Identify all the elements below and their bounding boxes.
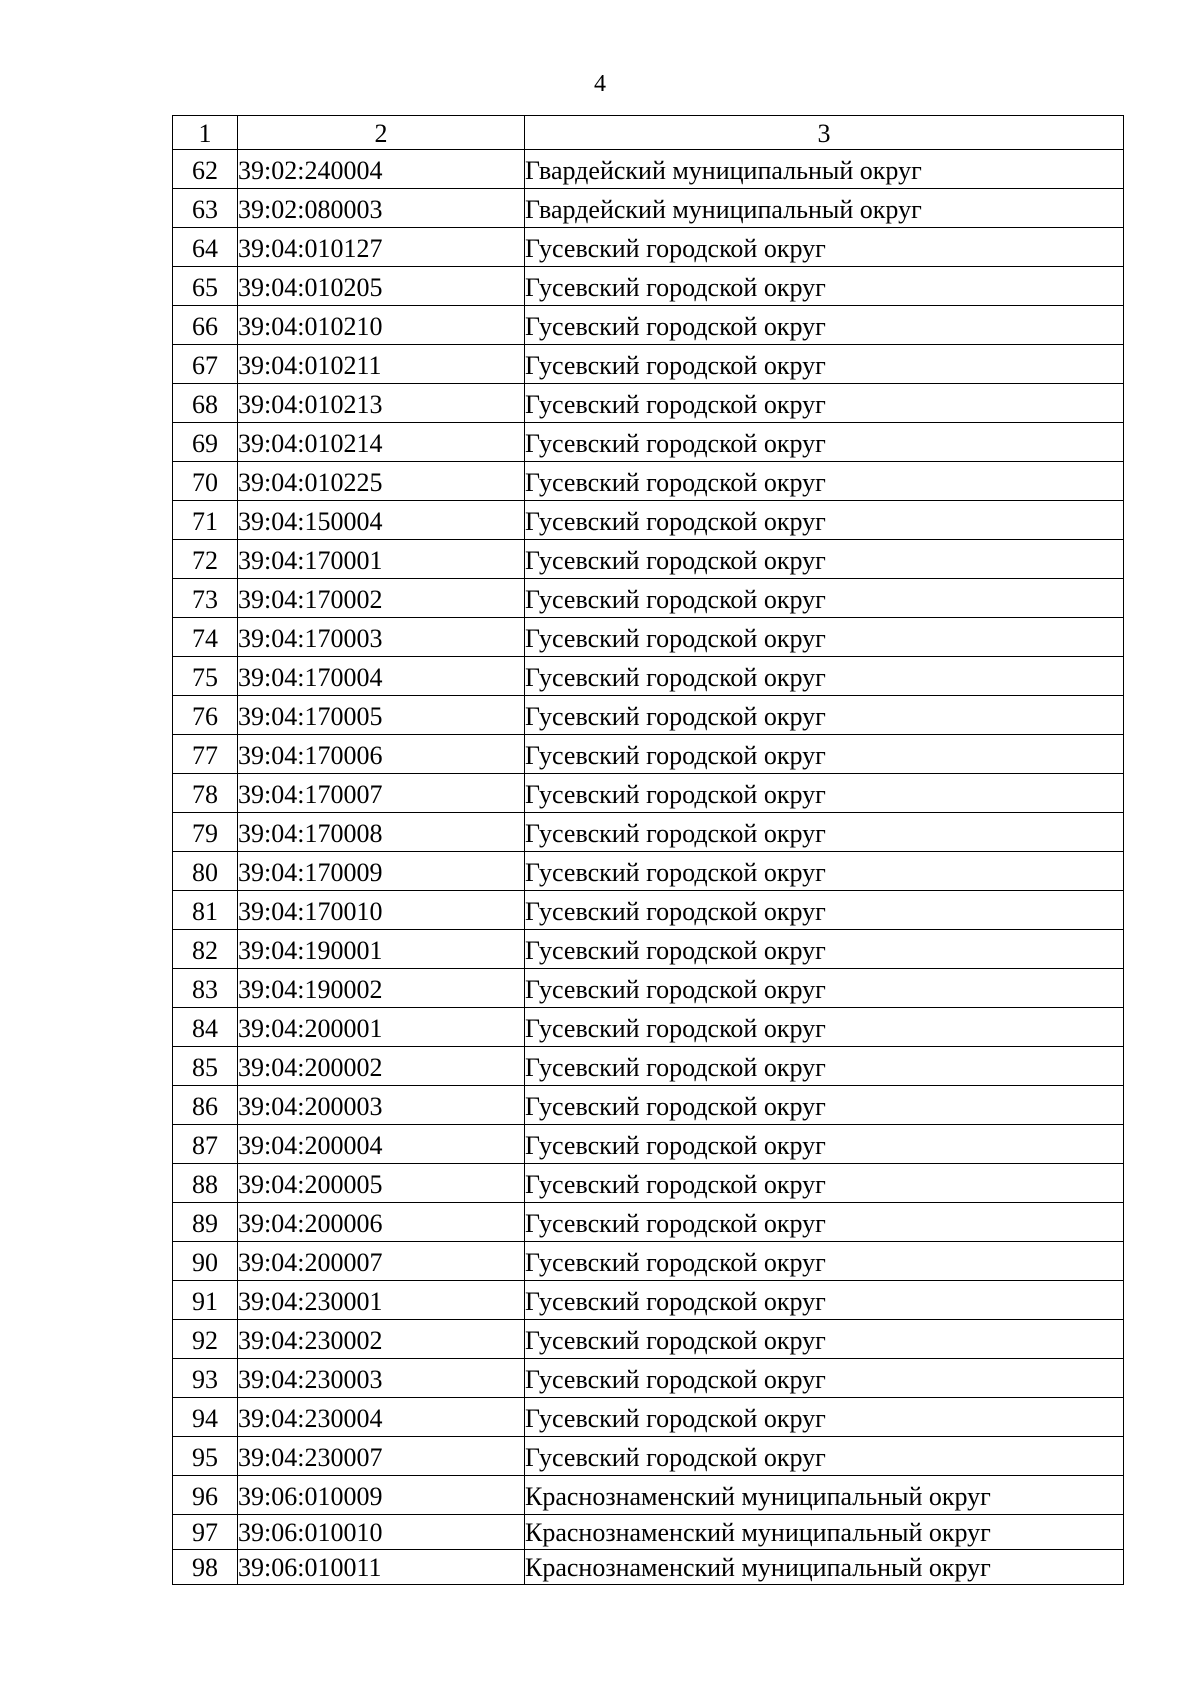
row-number-cell: 96 xyxy=(173,1476,238,1515)
row-number-cell: 68 xyxy=(173,384,238,423)
municipality-cell: Краснознаменский муниципальный округ xyxy=(525,1476,1124,1515)
cadastral-number-cell: 39:04:200005 xyxy=(238,1164,525,1203)
table-row xyxy=(173,306,1124,345)
cadastral-number-cell: 39:04:230007 xyxy=(238,1437,525,1476)
header-col-1: 1 xyxy=(173,116,238,150)
cadastral-number-cell: 39:04:170003 xyxy=(238,618,525,657)
table-header xyxy=(173,116,1124,150)
municipality-cell: Гусевский городской округ xyxy=(525,1359,1124,1398)
table-row xyxy=(173,1242,1124,1281)
cadastral-number-cell: 39:04:190001 xyxy=(238,930,525,969)
municipality-cell: Гусевский городской округ xyxy=(525,696,1124,735)
table-row xyxy=(173,384,1124,423)
table-row xyxy=(173,501,1124,540)
row-number-cell: 84 xyxy=(173,1008,238,1047)
cadastral-number-cell: 39:04:150004 xyxy=(238,501,525,540)
cadastral-number-cell: 39:04:170008 xyxy=(238,813,525,852)
row-number-cell: 90 xyxy=(173,1242,238,1281)
table-row xyxy=(173,1008,1124,1047)
row-number-cell: 73 xyxy=(173,579,238,618)
municipality-cell: Гусевский городской округ xyxy=(525,735,1124,774)
cadastral-number-cell: 39:04:170004 xyxy=(238,657,525,696)
row-number-cell: 67 xyxy=(173,345,238,384)
municipality-cell: Гусевский городской округ xyxy=(525,423,1124,462)
cadastral-number-cell: 39:04:190002 xyxy=(238,969,525,1008)
cadastral-number-cell: 39:02:080003 xyxy=(238,189,525,228)
cadastral-number-cell: 39:04:200001 xyxy=(238,1008,525,1047)
table-row xyxy=(173,969,1124,1008)
page-number: 4 xyxy=(594,71,606,97)
table-row xyxy=(173,345,1124,384)
row-number-cell: 80 xyxy=(173,852,238,891)
cadastral-number-cell: 39:04:200004 xyxy=(238,1125,525,1164)
table-row xyxy=(173,267,1124,306)
table-row xyxy=(173,1476,1124,1515)
table-row xyxy=(173,462,1124,501)
cadastral-number-cell: 39:04:010127 xyxy=(238,228,525,267)
table-row xyxy=(173,930,1124,969)
cadastral-number-cell: 39:04:230003 xyxy=(238,1359,525,1398)
table-row xyxy=(173,579,1124,618)
row-number-cell: 95 xyxy=(173,1437,238,1476)
cadastral-number-cell: 39:04:010205 xyxy=(238,267,525,306)
cadastral-number-cell: 39:06:010011 xyxy=(238,1550,525,1585)
table-row xyxy=(173,540,1124,579)
municipality-cell: Гусевский городской округ xyxy=(525,813,1124,852)
row-number-cell: 65 xyxy=(173,267,238,306)
row-number-cell: 78 xyxy=(173,774,238,813)
cadastral-number-cell: 39:04:010213 xyxy=(238,384,525,423)
cadastral-number-cell: 39:04:230002 xyxy=(238,1320,525,1359)
row-number-cell: 89 xyxy=(173,1203,238,1242)
municipality-cell: Гусевский городской округ xyxy=(525,1242,1124,1281)
municipality-cell: Гусевский городской округ xyxy=(525,540,1124,579)
row-number-cell: 93 xyxy=(173,1359,238,1398)
row-number-cell: 94 xyxy=(173,1398,238,1437)
table-row xyxy=(173,1550,1124,1585)
row-number-cell: 81 xyxy=(173,891,238,930)
row-number-cell: 88 xyxy=(173,1164,238,1203)
municipality-cell: Гусевский городской округ xyxy=(525,384,1124,423)
municipality-cell: Гусевский городской округ xyxy=(525,1398,1124,1437)
row-number-cell: 91 xyxy=(173,1281,238,1320)
table-row xyxy=(173,1047,1124,1086)
cadastral-number-cell: 39:06:010010 xyxy=(238,1515,525,1550)
cadastral-number-cell: 39:04:230001 xyxy=(238,1281,525,1320)
table-row xyxy=(173,150,1124,189)
row-number-cell: 72 xyxy=(173,540,238,579)
row-number-cell: 86 xyxy=(173,1086,238,1125)
table-row xyxy=(173,1281,1124,1320)
municipality-cell: Гусевский городской округ xyxy=(525,228,1124,267)
row-number-cell: 63 xyxy=(173,189,238,228)
municipality-cell: Гусевский городской округ xyxy=(525,306,1124,345)
row-number-cell: 83 xyxy=(173,969,238,1008)
table-row xyxy=(173,1359,1124,1398)
row-number-cell: 97 xyxy=(173,1515,238,1550)
municipality-cell: Гусевский городской округ xyxy=(525,1086,1124,1125)
table-row xyxy=(173,189,1124,228)
cadastral-number-cell: 39:04:010214 xyxy=(238,423,525,462)
table-row xyxy=(173,696,1124,735)
municipality-cell: Краснознаменский муниципальный округ xyxy=(525,1550,1124,1585)
table-row xyxy=(173,1203,1124,1242)
municipality-cell: Гусевский городской округ xyxy=(525,774,1124,813)
municipality-cell: Гусевский городской округ xyxy=(525,1281,1124,1320)
cadastral-number-cell: 39:04:200002 xyxy=(238,1047,525,1086)
table-row xyxy=(173,1164,1124,1203)
municipality-cell: Гусевский городской округ xyxy=(525,1125,1124,1164)
municipality-cell: Гусевский городской округ xyxy=(525,969,1124,1008)
cadastral-table xyxy=(172,115,1124,1585)
municipality-cell: Гвардейский муниципальный округ xyxy=(525,150,1124,189)
table-row xyxy=(173,1437,1124,1476)
cadastral-number-cell: 39:02:240004 xyxy=(238,150,525,189)
table-row xyxy=(173,657,1124,696)
municipality-cell: Гусевский городской округ xyxy=(525,1164,1124,1203)
municipality-cell: Краснознаменский муниципальный округ xyxy=(525,1515,1124,1550)
table-row xyxy=(173,774,1124,813)
municipality-cell: Гусевский городской округ xyxy=(525,1320,1124,1359)
municipality-cell: Гусевский городской округ xyxy=(525,579,1124,618)
cadastral-number-cell: 39:04:010210 xyxy=(238,306,525,345)
row-number-cell: 92 xyxy=(173,1320,238,1359)
table-row xyxy=(173,423,1124,462)
cadastral-number-cell: 39:04:010225 xyxy=(238,462,525,501)
table-row xyxy=(173,1086,1124,1125)
cadastral-number-cell: 39:04:170009 xyxy=(238,852,525,891)
table-row xyxy=(173,228,1124,267)
municipality-cell: Гусевский городской округ xyxy=(525,1437,1124,1476)
header-col-2: 2 xyxy=(238,116,525,150)
cadastral-number-cell: 39:04:170007 xyxy=(238,774,525,813)
municipality-cell: Гусевский городской округ xyxy=(525,1008,1124,1047)
row-number-cell: 66 xyxy=(173,306,238,345)
municipality-cell: Гусевский городской округ xyxy=(525,267,1124,306)
table-row xyxy=(173,1398,1124,1437)
municipality-cell: Гусевский городской округ xyxy=(525,462,1124,501)
cadastral-number-cell: 39:04:170010 xyxy=(238,891,525,930)
row-number-cell: 69 xyxy=(173,423,238,462)
row-number-cell: 77 xyxy=(173,735,238,774)
municipality-cell: Гусевский городской округ xyxy=(525,1047,1124,1086)
municipality-cell: Гусевский городской округ xyxy=(525,657,1124,696)
row-number-cell: 70 xyxy=(173,462,238,501)
row-number-cell: 79 xyxy=(173,813,238,852)
cadastral-number-cell: 39:04:170002 xyxy=(238,579,525,618)
municipality-cell: Гусевский городской округ xyxy=(525,501,1124,540)
row-number-cell: 82 xyxy=(173,930,238,969)
cadastral-number-cell: 39:04:170006 xyxy=(238,735,525,774)
cadastral-number-cell: 39:04:230004 xyxy=(238,1398,525,1437)
table-row xyxy=(173,1320,1124,1359)
table-row xyxy=(173,1515,1124,1550)
table-row xyxy=(173,618,1124,657)
row-number-cell: 75 xyxy=(173,657,238,696)
municipality-cell: Гусевский городской округ xyxy=(525,852,1124,891)
row-number-cell: 85 xyxy=(173,1047,238,1086)
row-number-cell: 71 xyxy=(173,501,238,540)
header-row xyxy=(173,116,1124,150)
cadastral-number-cell: 39:04:170005 xyxy=(238,696,525,735)
cadastral-number-cell: 39:04:200007 xyxy=(238,1242,525,1281)
cadastral-number-cell: 39:06:010009 xyxy=(238,1476,525,1515)
row-number-cell: 62 xyxy=(173,150,238,189)
row-number-cell: 74 xyxy=(173,618,238,657)
municipality-cell: Гвардейский муниципальный округ xyxy=(525,189,1124,228)
table-row xyxy=(173,735,1124,774)
cadastral-number-cell: 39:04:010211 xyxy=(238,345,525,384)
row-number-cell: 98 xyxy=(173,1550,238,1585)
header-col-3: 3 xyxy=(525,116,1124,150)
cadastral-number-cell: 39:04:200003 xyxy=(238,1086,525,1125)
row-number-cell: 64 xyxy=(173,228,238,267)
table-row xyxy=(173,1125,1124,1164)
table-body xyxy=(173,150,1124,1585)
municipality-cell: Гусевский городской округ xyxy=(525,1203,1124,1242)
municipality-cell: Гусевский городской округ xyxy=(525,930,1124,969)
table-row xyxy=(173,852,1124,891)
row-number-cell: 76 xyxy=(173,696,238,735)
municipality-cell: Гусевский городской округ xyxy=(525,891,1124,930)
cadastral-number-cell: 39:04:200006 xyxy=(238,1203,525,1242)
table-row xyxy=(173,813,1124,852)
row-number-cell: 87 xyxy=(173,1125,238,1164)
table-row xyxy=(173,891,1124,930)
municipality-cell: Гусевский городской округ xyxy=(525,345,1124,384)
municipality-cell: Гусевский городской округ xyxy=(525,618,1124,657)
cadastral-number-cell: 39:04:170001 xyxy=(238,540,525,579)
